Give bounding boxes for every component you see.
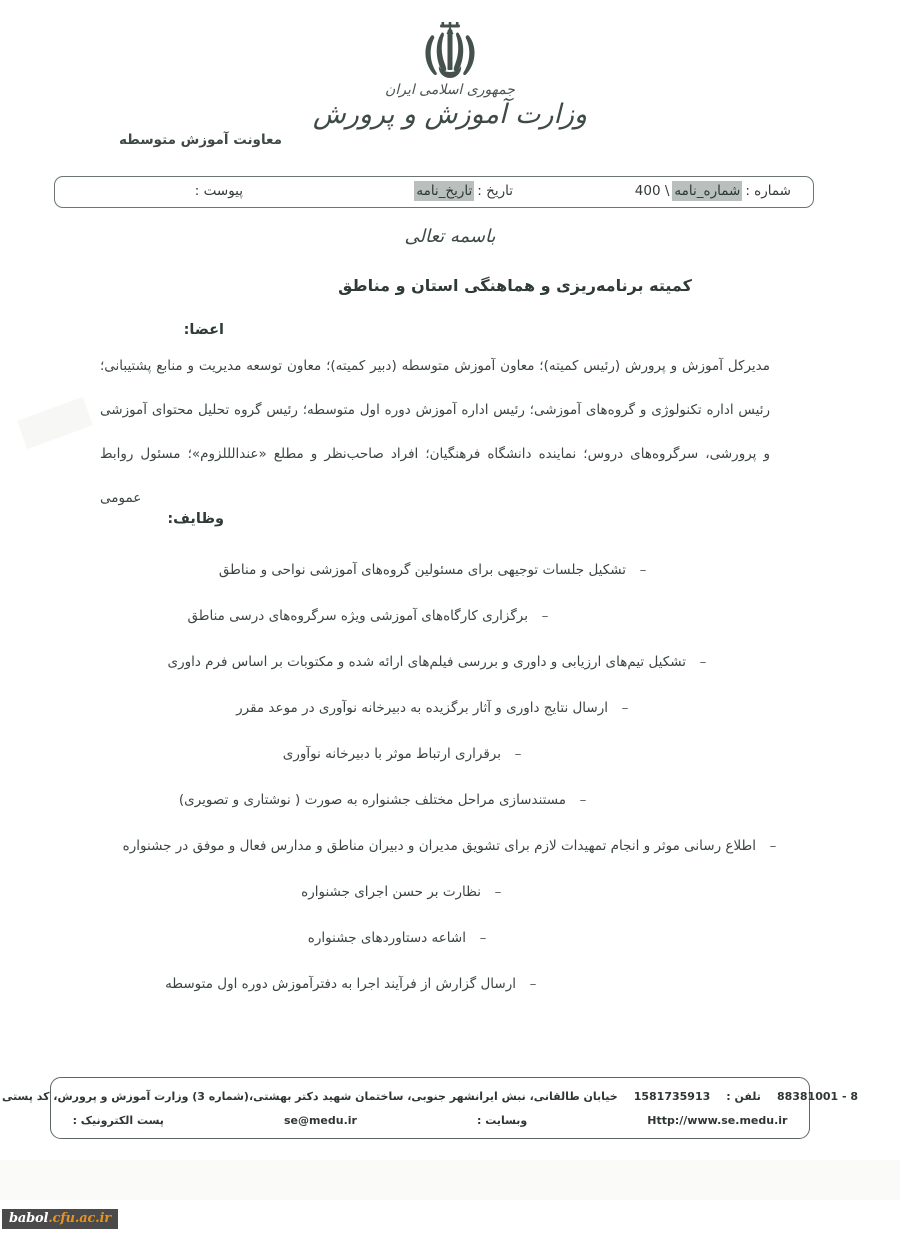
list-item (100, 870, 780, 914)
letter-attachment-label: پیوست : (194, 183, 243, 199)
footer-phone-label: تلفن : (726, 1090, 761, 1103)
footer-website-value[interactable]: Http://www.se.medu.ir (647, 1114, 788, 1127)
list-item-label: تشکیل تیم‌های ارزیابی و داوری و بررسی فیلم‌های ارائه شده و مکتوبات بر اساس فرم داوری (167, 654, 686, 670)
list-item-label: ارسال گزارش از فرآیند اجرا به دفترآموزش دوره اول متوسطه (165, 976, 516, 992)
bullet-dash-icon: – (621, 700, 629, 716)
list-item-label: برگزاری کارگاه‌های آموزشی ویژه سرگروه‌های درسی مناطق (187, 608, 528, 624)
footer-phone-value: 88381001 - 8 (776, 1090, 859, 1103)
letter-number-label: شماره : (745, 183, 791, 199)
list-item-label: اطلاع رسانی موثر و انجام تمهیدات لازم برای تشویق مدیران و دبیران مناطق و مدارس فعال و موفق در جشنواره (122, 838, 756, 854)
footer-address-text: خیابان طالقانی، نبش ایرانشهر جنوبی، ساختمان شهید دکتر بهشتی،(شماره 3) وزارت آموزش و پرورش، کد پستی (1, 1090, 618, 1103)
footer-web-line (65, 1109, 795, 1133)
letter-attachment-field[interactable] (192, 181, 243, 201)
list-item (100, 640, 780, 684)
footer-email-value[interactable]: se@medu.ir (283, 1114, 357, 1127)
duties-list (100, 548, 780, 1008)
letter-number-suffix: 400 \ (634, 183, 670, 199)
watermark-secondary: .cfu.ac.ir (48, 1211, 111, 1226)
list-item-label: مستندسازی مراحل مختلف جشنواره به صورت ( نوشتاری و تصویری) (178, 792, 566, 808)
duties-heading: وظایف: (167, 511, 224, 527)
list-item (100, 732, 780, 776)
masthead (0, 22, 900, 162)
letter-number-field[interactable] (635, 181, 791, 201)
emblem-country-name: جمهوری اسلامی ایران (385, 82, 515, 98)
bullet-dash-icon: – (769, 838, 777, 854)
footer-contact-box (1, 1077, 859, 1139)
bullet-dash-icon: – (529, 976, 537, 992)
list-item (100, 548, 780, 592)
invocation-text: باسمه تعالی (404, 226, 496, 247)
bullet-dash-icon: – (541, 608, 549, 624)
list-item (100, 962, 780, 1006)
footer-postal-code: 1581735913 (633, 1090, 711, 1103)
footer-email-label: پست الکترونیک : (72, 1114, 164, 1127)
list-item-label: نظارت بر حسن اجرای جشنواره (301, 884, 481, 900)
list-item-label: برقراری ارتباط موثر با دبیرخانه نوآوری (282, 746, 501, 762)
bullet-dash-icon: – (494, 884, 502, 900)
iran-emblem-icon (419, 22, 481, 80)
list-item (100, 686, 780, 730)
list-item-label: اشاعه دستاوردهای جشنواره (307, 930, 466, 946)
bullet-dash-icon: – (699, 654, 707, 670)
list-item (100, 824, 780, 868)
scan-artifact (0, 1160, 900, 1200)
bullet-dash-icon: – (639, 562, 647, 578)
watermark-primary: babol (9, 1211, 49, 1226)
bullet-dash-icon: – (514, 746, 522, 762)
list-item (100, 916, 780, 960)
letter-date-placeholder[interactable]: تاریخ_نامه (416, 183, 473, 199)
footer-address-line (1, 1085, 859, 1109)
department-label: معاونت آموزش متوسطه (119, 132, 282, 148)
footer-website-label: وبسایت : (476, 1114, 528, 1127)
bullet-dash-icon: – (479, 930, 487, 946)
scan-artifact (17, 397, 93, 449)
page-title: کمیته برنامه‌ریزی و هماهنگی استان و مناطق (338, 276, 692, 295)
letter-meta-bar (54, 176, 814, 208)
list-item (100, 594, 780, 638)
emblem-block (0, 22, 900, 130)
list-item (100, 778, 780, 822)
list-item-label: تشکیل جلسات توجیهی برای مسئولین گروه‌های آموزشی نواحی و مناطق (218, 562, 626, 578)
list-item-label: ارسال نتایج داوری و آثار برگزیده به دبیرخانه نوآوری در موعد مقرر (236, 700, 608, 716)
members-heading: اعضا: (183, 322, 224, 338)
letter-date-label: تاریخ : (477, 183, 513, 199)
letter-number-placeholder[interactable]: شماره_نامه (674, 183, 741, 199)
bullet-dash-icon: – (579, 792, 587, 808)
members-paragraph: مدیرکل آموزش و پرورش (رئیس کمیته)؛ معاون آموزش متوسطه (دبیر کمیته)؛ معاون توسعه مدیریت و منابع پشتیبانی؛ رئیس اداره تکنولوژی و گروه‌های آموزشی؛ رئیس اداره آموزش دوره اول متوسطه؛ رئیس گروه تحلیل محتوای آموزشی و پرورشی، سرگروه‌های دروس؛ نماینده دانشگاه فرهنگیان؛ افراد صاحب‌نظر و مطلع «عندالللزوم»؛ مسئول روابط عمومی (100, 358, 770, 506)
emblem-ministry-name: وزارت آموزش و پرورش (312, 99, 588, 130)
letter-date-field[interactable] (414, 181, 513, 201)
site-watermark (2, 1209, 118, 1229)
